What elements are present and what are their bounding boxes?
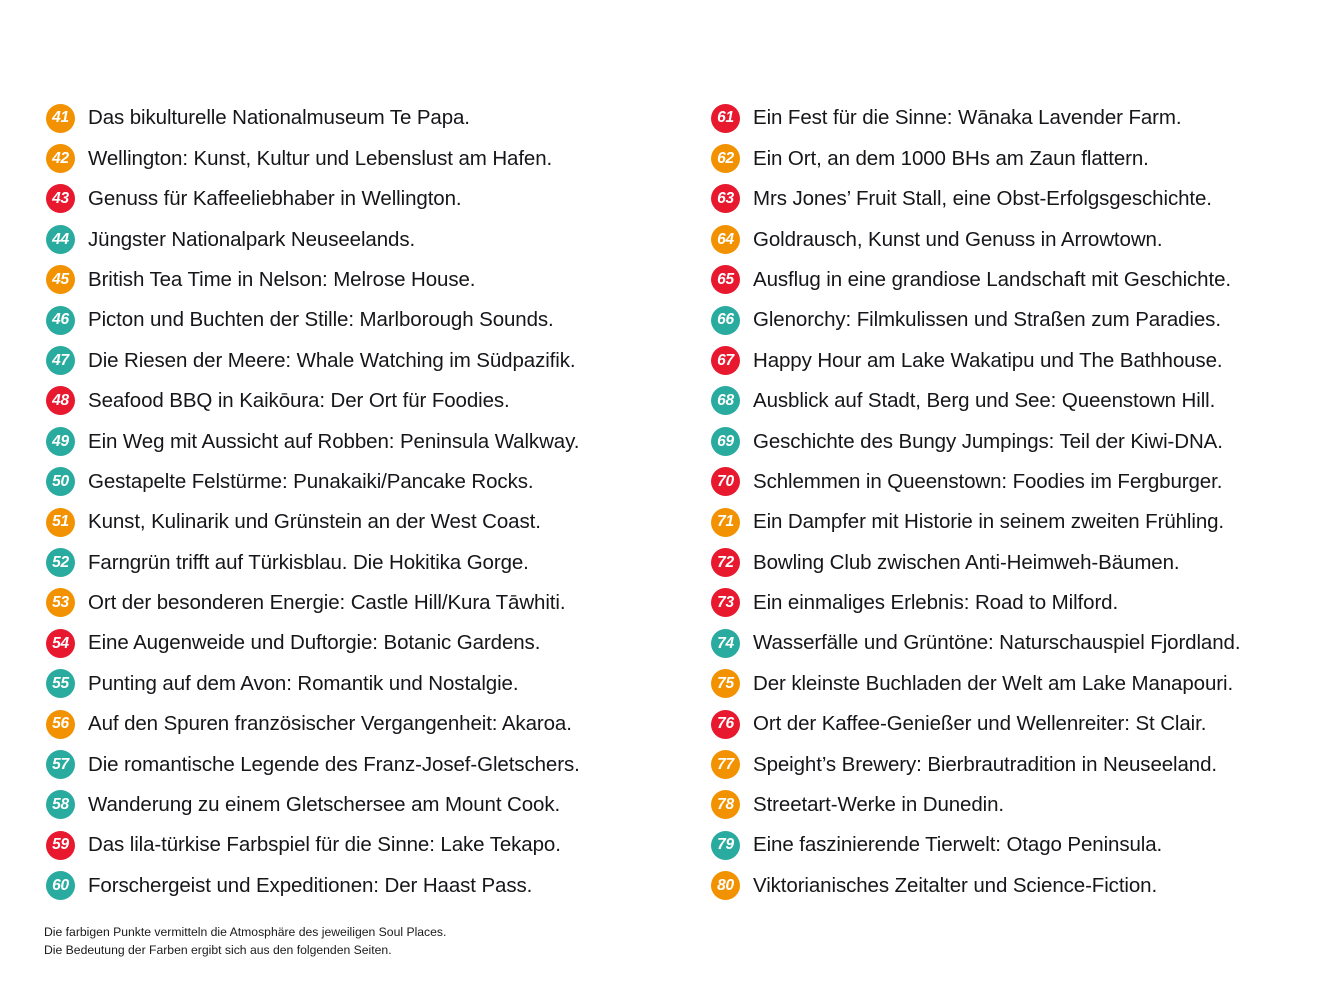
list-item [46, 462, 700, 502]
list-item [711, 865, 1332, 905]
list-item-label: Glenorchy: Filmkulissen und Straßen zum Paradies. [753, 308, 1221, 332]
list-item-label: Bowling Club zwischen Anti-Heimweh-Bäumen. [753, 550, 1180, 574]
list-item [711, 744, 1332, 784]
number-badge: 66 [711, 306, 740, 335]
list-item [711, 219, 1332, 259]
number-badge: 64 [711, 225, 740, 254]
number-badge: 61 [711, 104, 740, 133]
list-item [711, 381, 1332, 421]
list-item [46, 542, 700, 582]
index-column-right [700, 98, 1332, 906]
list-item [46, 663, 700, 703]
number-badge: 48 [46, 386, 75, 415]
list-item [46, 785, 700, 825]
number-badge: 78 [711, 790, 740, 819]
list-item-label: Ein Dampfer mit Historie in seinem zweiten Frühling. [753, 510, 1225, 534]
list-item [711, 663, 1332, 703]
number-badge: 56 [46, 710, 75, 739]
number-badge: 60 [46, 871, 75, 900]
list-item-label: Viktorianisches Zeitalter und Science-Fiction. [753, 873, 1158, 897]
number-badge: 74 [711, 629, 740, 658]
number-badge: 51 [46, 508, 75, 537]
list-item [711, 462, 1332, 502]
list-item-label: Mrs Jones’ Fruit Stall, eine Obst-Erfolgsgeschichte. [753, 187, 1212, 211]
list-item [46, 340, 700, 380]
list-item [711, 704, 1332, 744]
number-badge: 52 [46, 548, 75, 577]
number-badge: 62 [711, 144, 740, 173]
list-item-label: Der kleinste Buchladen der Welt am Lake Manapouri. [753, 671, 1234, 695]
list-item [711, 98, 1332, 138]
list-item-label: Forschergeist und Expeditionen: Der Haast Pass. [88, 873, 533, 897]
list-item-label: Die Riesen der Meere: Whale Watching im Südpazifik. [88, 348, 576, 372]
list-item-label: Auf den Spuren französischer Vergangenheit: Akaroa. [88, 712, 572, 736]
list-item [46, 583, 700, 623]
number-badge: 75 [711, 669, 740, 698]
list-item-label: Streetart-Werke in Dunedin. [753, 793, 1005, 817]
list-item-label: Gestapelte Felstürme: Punakaiki/Pancake Rocks. [88, 469, 534, 493]
number-badge: 49 [46, 427, 75, 456]
list-item-label: Wasserfälle und Grüntöne: Naturschauspiel Fjordland. [753, 631, 1241, 655]
number-badge: 70 [711, 467, 740, 496]
list-item-label: Ein Ort, an dem 1000 BHs am Zaun flattern. [753, 146, 1149, 170]
list-item [711, 542, 1332, 582]
list-item-label: Genuss für Kaffeeliebhaber in Wellington. [88, 187, 462, 211]
number-badge: 77 [711, 750, 740, 779]
number-badge: 41 [46, 104, 75, 133]
index-column-left [0, 98, 700, 906]
list-item-label: Punting auf dem Avon: Romantik und Nostalgie. [88, 671, 519, 695]
list-item [46, 138, 700, 178]
list-item [711, 340, 1332, 380]
number-badge: 44 [46, 225, 75, 254]
number-badge: 65 [711, 265, 740, 294]
list-item [46, 744, 700, 784]
number-badge: 68 [711, 386, 740, 415]
number-badge: 45 [46, 265, 75, 294]
list-item-label: Kunst, Kulinarik und Grünstein an der West Coast. [88, 510, 541, 534]
list-item [711, 421, 1332, 461]
number-badge: 72 [711, 548, 740, 577]
list-item [46, 98, 700, 138]
list-item [46, 260, 700, 300]
list-item [46, 865, 700, 905]
index-columns [0, 98, 1332, 906]
list-item [46, 219, 700, 259]
list-item-label: Ort der Kaffee-Genießer und Wellenreiter: St Clair. [753, 712, 1207, 736]
number-badge: 69 [711, 427, 740, 456]
number-badge: 57 [46, 750, 75, 779]
number-badge: 80 [711, 871, 740, 900]
list-item [711, 502, 1332, 542]
number-badge: 58 [46, 790, 75, 819]
list-item [711, 583, 1332, 623]
list-item [711, 623, 1332, 663]
list-item [46, 704, 700, 744]
number-badge: 53 [46, 588, 75, 617]
list-item-label: Happy Hour am Lake Wakatipu und The Bathhouse. [753, 348, 1223, 372]
number-badge: 79 [711, 831, 740, 860]
number-badge: 71 [711, 508, 740, 537]
list-item [46, 825, 700, 865]
number-badge: 67 [711, 346, 740, 375]
list-item-label: Ein Fest für die Sinne: Wānaka Lavender Farm. [753, 106, 1182, 130]
number-badge: 63 [711, 184, 740, 213]
list-item-label: Picton und Buchten der Stille: Marlborough Sounds. [88, 308, 554, 332]
list-item-label: Das bikulturelle Nationalmuseum Te Papa. [88, 106, 470, 130]
list-item-label: Ein Weg mit Aussicht auf Robben: Peninsula Walkway. [88, 429, 580, 453]
list-item [46, 421, 700, 461]
list-item-label: Das lila-türkise Farbspiel für die Sinne: Lake Tekapo. [88, 833, 561, 857]
list-item [711, 179, 1332, 219]
list-item-label: Goldrausch, Kunst und Genuss in Arrowtown. [753, 227, 1163, 251]
footnote-line-2: Die Bedeutung der Farben ergibt sich aus den folgenden Seiten. [44, 942, 392, 957]
list-item [46, 381, 700, 421]
number-badge: 47 [46, 346, 75, 375]
list-item [711, 260, 1332, 300]
number-badge: 46 [46, 306, 75, 335]
list-item-label: Seafood BBQ in Kaikōura: Der Ort für Foodies. [88, 389, 510, 413]
list-item-label: Wanderung zu einem Gletschersee am Mount Cook. [88, 793, 561, 817]
list-item [711, 138, 1332, 178]
number-badge: 73 [711, 588, 740, 617]
number-badge: 76 [711, 710, 740, 739]
list-item-label: Ausblick auf Stadt, Berg und See: Queenstown Hill. [753, 389, 1216, 413]
list-item-label: Farngrün trifft auf Türkisblau. Die Hokitika Gorge. [88, 550, 529, 574]
number-badge: 50 [46, 467, 75, 496]
list-item-label: Ein einmaliges Erlebnis: Road to Milford. [753, 591, 1119, 615]
footnote-line-1: Die farbigen Punkte vermitteln die Atmosphäre des jeweiligen Soul Places. [44, 925, 447, 939]
list-item [711, 825, 1332, 865]
list-item [46, 623, 700, 663]
number-badge: 54 [46, 629, 75, 658]
footnote [44, 924, 446, 959]
list-item-label: Wellington: Kunst, Kultur und Lebenslust am Hafen. [88, 146, 553, 170]
number-badge: 42 [46, 144, 75, 173]
list-item-label: Geschichte des Bungy Jumpings: Teil der Kiwi-DNA. [753, 429, 1223, 453]
list-item-label: Ort der besonderen Energie: Castle Hill/Kura Tāwhiti. [88, 591, 566, 615]
number-badge: 55 [46, 669, 75, 698]
number-badge: 43 [46, 184, 75, 213]
list-item-label: Eine Augenweide und Duftorgie: Botanic Gardens. [88, 631, 541, 655]
list-item [711, 300, 1332, 340]
number-badge: 59 [46, 831, 75, 860]
list-item-label: Die romantische Legende des Franz-Josef-Gletschers. [88, 752, 580, 776]
list-item-label: British Tea Time in Nelson: Melrose House. [88, 267, 476, 291]
list-item-label: Eine faszinierende Tierwelt: Otago Peninsula. [753, 833, 1163, 857]
list-item [711, 785, 1332, 825]
list-item-label: Jüngster Nationalpark Neuseelands. [88, 227, 416, 251]
list-item [46, 300, 700, 340]
list-item [46, 179, 700, 219]
list-item-label: Schlemmen in Queenstown: Foodies im Fergburger. [753, 469, 1223, 493]
list-item [46, 502, 700, 542]
list-item-label: Speight’s Brewery: Bierbrautradition in Neuseeland. [753, 752, 1218, 776]
list-item-label: Ausflug in eine grandiose Landschaft mit Geschichte. [753, 267, 1231, 291]
